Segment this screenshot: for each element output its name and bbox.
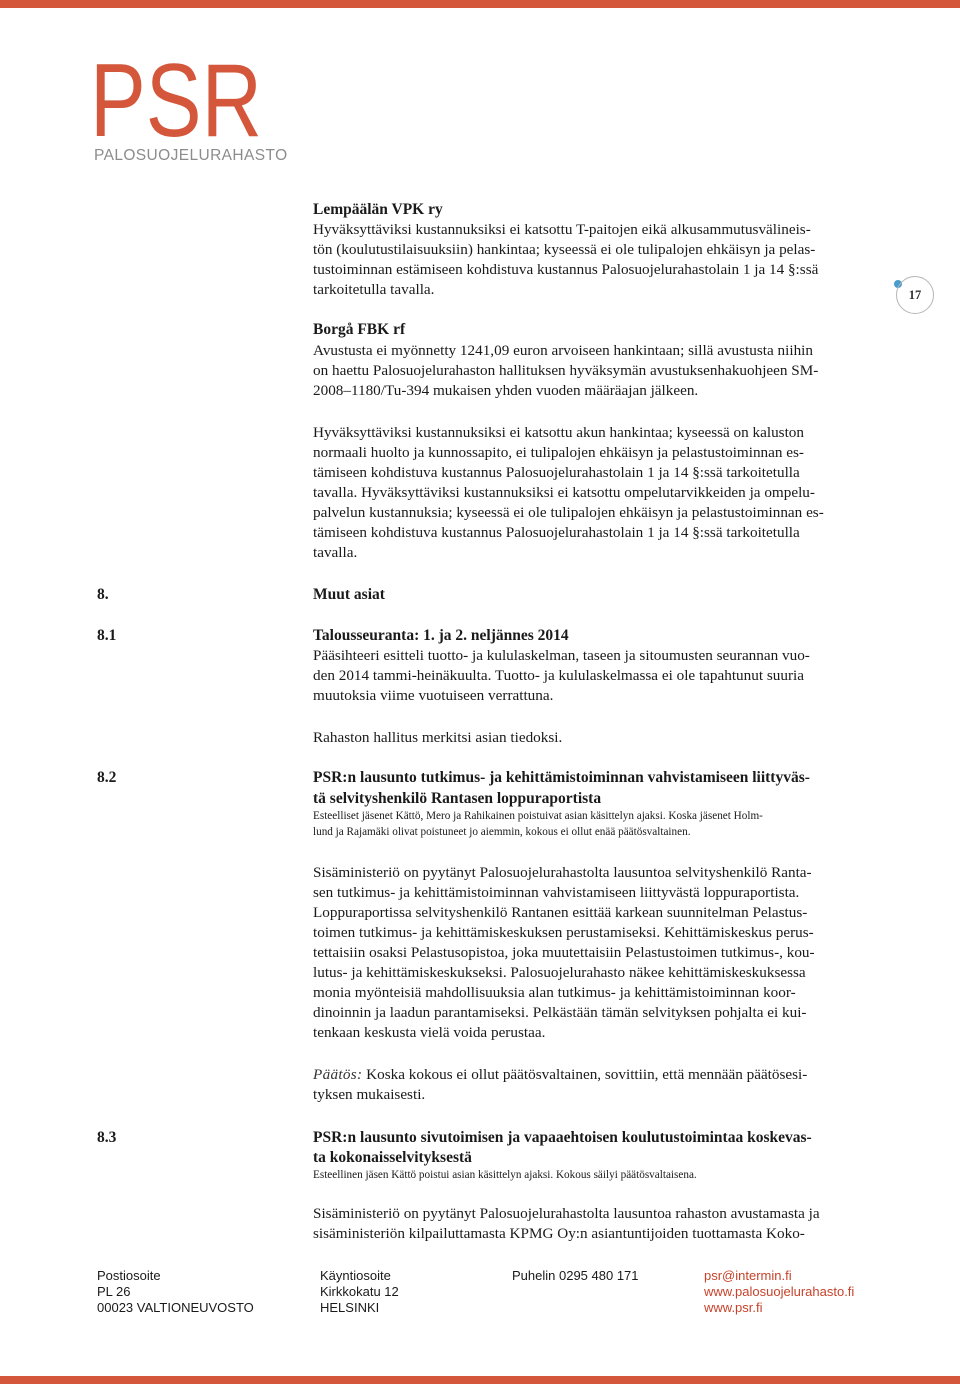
decision-label: Päätös: — [313, 1066, 363, 1083]
s8-2-line: sen tutkimus- ja kehittämistoiminnan vahvistamiseen liittyvästä loppuraportista. — [313, 884, 800, 901]
footer-text: HELSINKI — [320, 1300, 380, 1315]
footer-contacts — [704, 1268, 854, 1316]
s8-3-line: sisäministeriön kilpailuttamasta KPMG Oy:n asiantuntijoiden tuottamasta Koko- — [313, 1225, 805, 1242]
section-number: 8.2 — [97, 769, 117, 786]
intro-line: tarkoitetulla tavalla. — [313, 281, 435, 298]
intro-line: Hyväksyttäviksi kustannuksiksi ei katsottu T-paitojen eikä alkusammutusvälineis- — [313, 221, 811, 238]
s8-2-decision: tyksen mukaisesti. — [313, 1086, 426, 1103]
section-title: Muut asiat — [313, 586, 385, 603]
intro-line: tön (koulutustilaisuuksiin) hankintaa; kyseessä ei ole tulipalojen ehkäisyn ja pelas- — [313, 241, 816, 258]
psr-logo-mark — [90, 48, 270, 144]
svg-text:PSR: PSR — [90, 48, 262, 144]
borga-line: tavalla. — [313, 544, 358, 561]
s8-1-line: muutoksia viime vuotuiseen verrattuna. — [313, 687, 554, 704]
footer-text: Kirkkokatu 12 — [320, 1284, 399, 1299]
footer-website-link[interactable]: www.palosuojelurahasto.fi — [704, 1284, 855, 1299]
s8-3-note: Esteellinen jäsen Kättö poistui asian käsittelyn ajaksi. Kokous säilyi päätösvaltaisena. — [313, 1169, 697, 1181]
footer-text: Puhelin 0295 480 171 — [512, 1268, 639, 1283]
footer-text: PL 26 — [97, 1284, 131, 1299]
page-number: 17 — [896, 276, 934, 314]
footer-website-link[interactable]: www.psr.fi — [704, 1300, 763, 1315]
decision-text: Koska kokous ei ollut päätösvaltainen, sovittiin, että mennään päätösesi- — [362, 1066, 808, 1083]
s8-2-line: tenkaan keskusta vielä voida perustaa. — [313, 1024, 546, 1041]
bottom-color-band — [0, 1376, 960, 1384]
footer-phone — [512, 1268, 639, 1284]
s8-2-line: dinoinnin ja laadun parantamiseksi. Pelkästään tämän selvityksen pohjalta ei kui- — [313, 1004, 807, 1021]
borga-line: tavalla. Hyväksyttäviksi kustannuksiksi ei katsottu ompelutarvikkeiden ja ompelu- — [313, 484, 815, 501]
logo-subtitle: PALOSUOJELURAHASTO — [94, 147, 288, 164]
intro-title: Lempäälän VPK ry — [313, 201, 443, 218]
footer-text: Käyntiosoite — [320, 1268, 391, 1283]
borga-line: tämiseen kohdistuva kustannus Palosuojelurahastolain 1 ja 14 §:ssä tarkoitetulla — [313, 524, 800, 541]
borga-line: normaali huolto ja kunnossapito, ei tulipalojen ehkäisyn ja pelastustoiminnan es- — [313, 444, 804, 461]
psr-logo — [90, 48, 270, 144]
s8-3-line: Sisäministeriö on pyytänyt Palosuojelurahastolta lausuntoa rahaston avustamasta ja — [313, 1205, 820, 1222]
footer-visiting-address — [320, 1268, 399, 1316]
s8-2-line: Sisäministeriö on pyytänyt Palosuojelurahastolta lausuntoa selvityshenkilö Ranta- — [313, 864, 812, 881]
section-title: PSR:n lausunto sivutoimisen ja vapaaehtoisen koulutustoimintaa koskevas- — [313, 1129, 812, 1146]
s8-2-note: Esteelliset jäsenet Kättö, Mero ja Rahikainen poistuivat asian käsittelyn ajaksi. Koska jäsenet Holm- — [313, 810, 763, 822]
footer-email-link[interactable]: psr@intermin.fi — [704, 1268, 792, 1283]
intro-line: tustoiminnan estämiseen kohdistuva kustannus Palosuojelurahastolain 1 ja 14 §:ssä — [313, 261, 819, 278]
s8-1-decision: Rahaston hallitus merkitsi asian tiedoksi. — [313, 729, 563, 746]
borga-line: Avustusta ei myönnetty 1241,09 euron arvoiseen hankintaan; sillä avustusta niihin — [313, 342, 813, 359]
s8-1-line: Pääsihteeri esitteli tuotto- ja kululaskelman, taseen ja sitoumusten seurannan vuo- — [313, 647, 810, 664]
top-color-band — [0, 0, 960, 8]
borga-line: tämiseen kohdistuva kustannus Palosuojelurahastolain 1 ja 14 §:ssä tarkoitetulla — [313, 464, 800, 481]
s8-2-note: lund ja Rajamäki olivat poistuneet jo aiemmin, kokous ei ollut enää päätösvaltainen. — [313, 826, 691, 838]
footer-text: 00023 VALTIONEUVOSTO — [97, 1300, 254, 1315]
section-title: Talousseuranta: 1. ja 2. neljännes 2014 — [313, 627, 569, 644]
borga-title: Borgå FBK rf — [313, 321, 406, 338]
borga-line: on haettu Palosuojelurahaston hallituksen hyväksymän avustuksenhakuohjeen SM- — [313, 362, 819, 379]
footer-postal-address — [97, 1268, 254, 1316]
section-number: 8.1 — [97, 627, 117, 644]
borga-line: 2008–1180/Tu-394 mukaisen yhden vuoden määräajan jälkeen. — [313, 382, 699, 399]
section-title: PSR:n lausunto tutkimus- ja kehittämistoiminnan vahvistamiseen liittyväs- — [313, 769, 810, 786]
s8-2-line: Loppuraportissa selvityshenkilö Rantanen esittää karkean suunnitelman Pelastus- — [313, 904, 808, 921]
s8-2-decision — [313, 1065, 807, 1085]
section-number: 8.3 — [97, 1129, 117, 1146]
s8-1-line: den 2014 tammi-heinäkuulta. Tuotto- ja kululaskelmassa ei ole tapahtunut suuria — [313, 667, 804, 684]
section-number: 8. — [97, 586, 109, 603]
footer-text: Postiosoite — [97, 1268, 161, 1283]
s8-2-line: monia myönteisiä mahdollisuuksia alan tutkimus- ja kehittämistoiminnan koor- — [313, 984, 796, 1001]
borga-line: Hyväksyttäviksi kustannuksiksi ei katsottu akun hankintaa; kyseessä on kaluston — [313, 424, 804, 441]
s8-2-line: lutus- ja kehittämiskeskukseksi. Palosuojelurahasto näkee kehittämiskeskuksessa — [313, 964, 806, 981]
s8-2-line: tettaisiin osaksi Pelastusopistoa, joka muutettaisiin Pelastustoimen tutkimus-, kou- — [313, 944, 815, 961]
section-title: ta kokonaisselvityksestä — [313, 1149, 472, 1166]
borga-line: palvelun kustannuksia; kyseessä ei ole tulipalojen ehkäisyn ja pelastustoiminnan es- — [313, 504, 824, 521]
s8-2-line: toimen tutkimus- ja kehittämiskeskuksen perustamiseksi. Kehittämiskeskus perus- — [313, 924, 814, 941]
section-title: tä selvityshenkilö Rantasen loppuraportista — [313, 790, 602, 807]
